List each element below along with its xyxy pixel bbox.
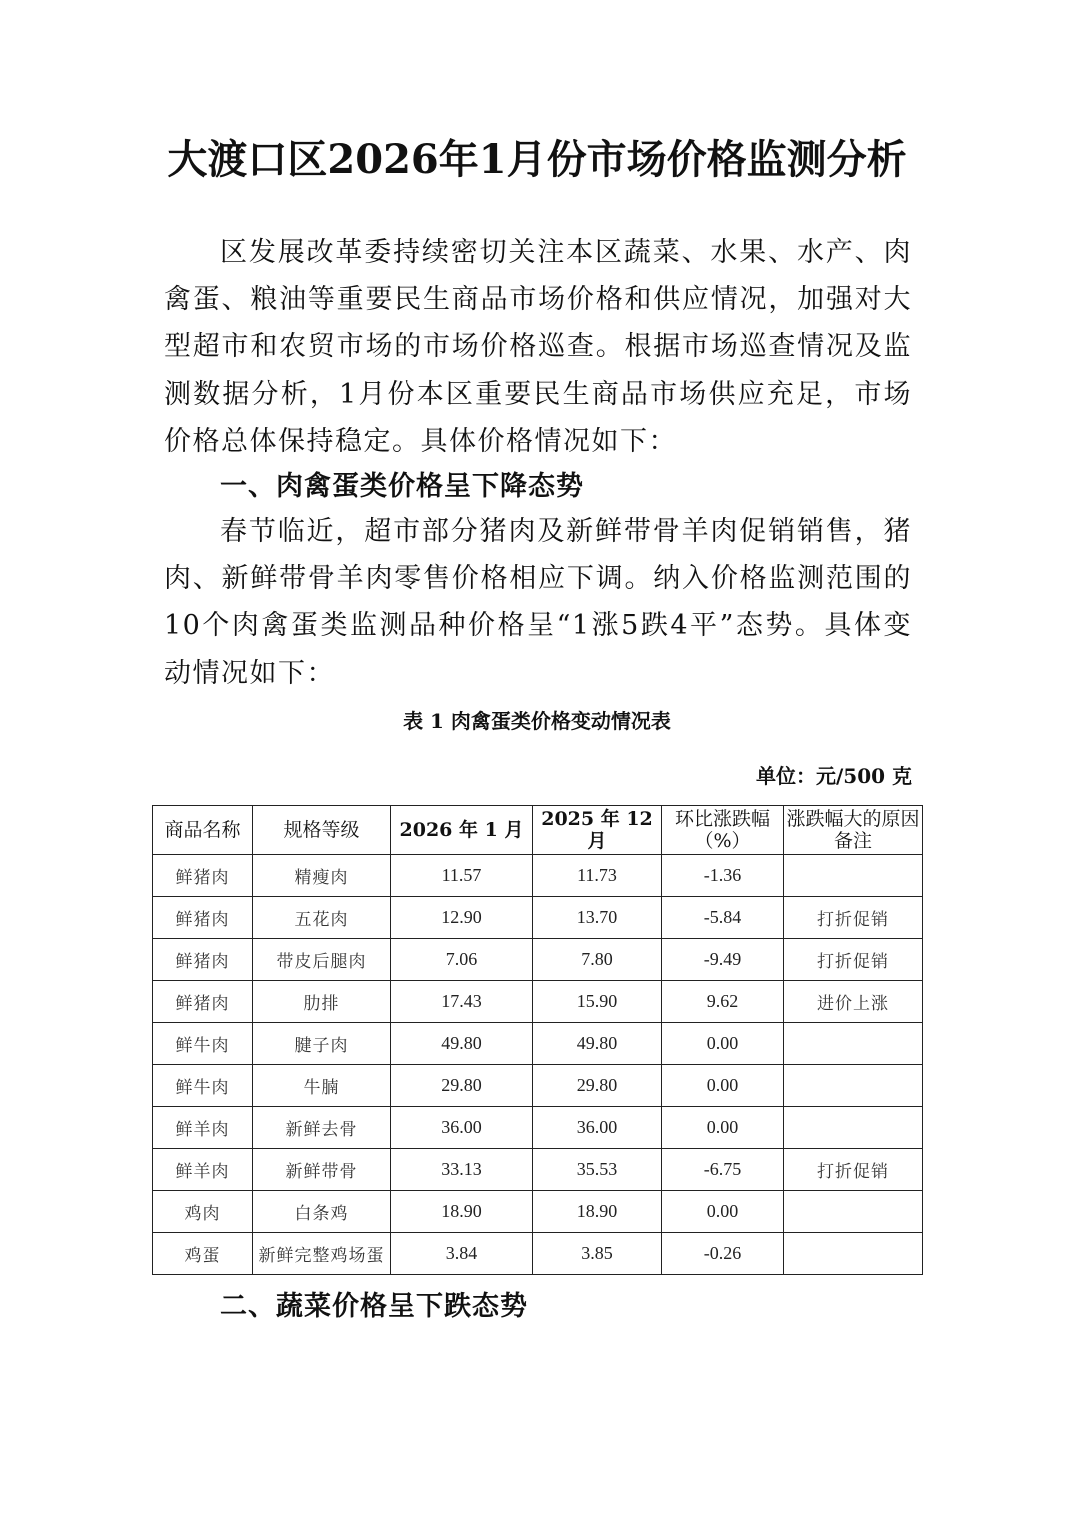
table-row [153, 1023, 923, 1065]
cell-jan-2026: 36.00 [391, 1107, 533, 1149]
cell-jan-2026: 33.13 [391, 1149, 533, 1191]
cell-product-name: 鲜猪肉 [153, 855, 253, 897]
cell-product-name: 鲜猪肉 [153, 897, 253, 939]
cell-reason-note [784, 1191, 923, 1233]
cell-dec-2025: 7.80 [533, 939, 662, 981]
document-title: 大渡口区2026年1月份市场价格监测分析 [167, 136, 907, 183]
cell-mom-change: 9.62 [662, 981, 784, 1023]
cell-mom-change: -1.36 [662, 855, 784, 897]
table-row [153, 1149, 923, 1191]
cell-mom-change: -0.26 [662, 1233, 784, 1275]
cell-jan-2026: 12.90 [391, 897, 533, 939]
table-row [153, 1191, 923, 1233]
table-row [153, 981, 923, 1023]
section-heading-meat-poultry-eggs: 一、肉禽蛋类价格呈下降态势 [220, 471, 584, 502]
cell-jan-2026: 17.43 [391, 981, 533, 1023]
cell-jan-2026: 49.80 [391, 1023, 533, 1065]
header-jan-2026: 2026 年 1 月 [391, 806, 533, 855]
table-row [153, 897, 923, 939]
cell-reason-note [784, 855, 923, 897]
cell-mom-change: 0.00 [662, 1023, 784, 1065]
cell-spec-grade: 新鲜带骨 [253, 1149, 391, 1191]
cell-dec-2025: 36.00 [533, 1107, 662, 1149]
header-dec-2025: 2025 年 12 月 [533, 806, 662, 855]
cell-spec-grade: 肋排 [253, 981, 391, 1023]
cell-mom-change: 0.00 [662, 1065, 784, 1107]
header-spec-grade: 规格等级 [253, 806, 391, 855]
cell-jan-2026: 7.06 [391, 939, 533, 981]
cell-product-name: 鲜羊肉 [153, 1149, 253, 1191]
cell-reason-note: 打折促销 [784, 1149, 923, 1191]
cell-dec-2025: 18.90 [533, 1191, 662, 1233]
cell-spec-grade: 白条鸡 [253, 1191, 391, 1233]
price-change-table [152, 805, 923, 1275]
cell-reason-note [784, 1065, 923, 1107]
cell-jan-2026: 29.80 [391, 1065, 533, 1107]
cell-dec-2025: 35.53 [533, 1149, 662, 1191]
cell-mom-change: -6.75 [662, 1149, 784, 1191]
cell-dec-2025: 3.85 [533, 1233, 662, 1275]
table-row [153, 1065, 923, 1107]
intro-paragraph: 区发展改革委持续密切关注本区蔬菜、水果、水产、肉禽蛋、粮油等重要民生商品市场价格和供应情况，加强对大型超市和农贸市场的市场价格巡查。根据市场巡查情况及监测数据分析，1月份本区重要民生商品市场供应充足，市场价格总体保持稳定。具体价格情况如下： [164, 237, 912, 457]
cell-mom-change: 0.00 [662, 1191, 784, 1233]
cell-dec-2025: 15.90 [533, 981, 662, 1023]
cell-spec-grade: 精瘦肉 [253, 855, 391, 897]
cell-dec-2025: 11.73 [533, 855, 662, 897]
header-reason-note: 涨跌幅大的原因备注 [784, 806, 923, 855]
cell-product-name: 鲜猪肉 [153, 981, 253, 1023]
cell-dec-2025: 29.80 [533, 1065, 662, 1107]
cell-spec-grade: 带皮后腿肉 [253, 939, 391, 981]
table-row [153, 1233, 923, 1275]
cell-reason-note [784, 1107, 923, 1149]
table-caption: 表 1 肉禽蛋类价格变动情况表 [403, 709, 671, 733]
cell-spec-grade: 牛腩 [253, 1065, 391, 1107]
cell-spec-grade: 五花肉 [253, 897, 391, 939]
cell-spec-grade: 新鲜去骨 [253, 1107, 391, 1149]
header-mom-change: 环比涨跌幅（%） [662, 806, 784, 855]
section-body-meat-poultry-eggs: 春节临近，超市部分猪肉及新鲜带骨羊肉促销销售，猪肉、新鲜带骨羊肉零售价格相应下调。纳入价格监测范围的10个肉禽蛋类监测品种价格呈“1涨5跌4平”态势。具体变动情况如下： [164, 516, 912, 689]
cell-mom-change: 0.00 [662, 1107, 784, 1149]
table-unit: 单位：元/500 克 [755, 764, 912, 788]
section-heading-vegetables: 二、蔬菜价格呈下跌态势 [220, 1291, 528, 1322]
cell-mom-change: -5.84 [662, 897, 784, 939]
cell-product-name: 鸡肉 [153, 1191, 253, 1233]
table-header-row [153, 806, 923, 855]
cell-dec-2025: 49.80 [533, 1023, 662, 1065]
cell-product-name: 鲜牛肉 [153, 1023, 253, 1065]
cell-reason-note [784, 1233, 923, 1275]
cell-dec-2025: 13.70 [533, 897, 662, 939]
cell-jan-2026: 18.90 [391, 1191, 533, 1233]
table-row [153, 939, 923, 981]
cell-mom-change: -9.49 [662, 939, 784, 981]
cell-product-name: 鲜牛肉 [153, 1065, 253, 1107]
cell-product-name: 鸡蛋 [153, 1233, 253, 1275]
cell-reason-note: 打折促销 [784, 897, 923, 939]
table-body [153, 855, 923, 1275]
cell-spec-grade: 腱子肉 [253, 1023, 391, 1065]
cell-jan-2026: 3.84 [391, 1233, 533, 1275]
cell-product-name: 鲜羊肉 [153, 1107, 253, 1149]
cell-jan-2026: 11.57 [391, 855, 533, 897]
cell-spec-grade: 新鲜完整鸡场蛋 [253, 1233, 391, 1275]
table-row [153, 1107, 923, 1149]
cell-reason-note: 打折促销 [784, 939, 923, 981]
cell-reason-note [784, 1023, 923, 1065]
cell-product-name: 鲜猪肉 [153, 939, 253, 981]
table-row [153, 855, 923, 897]
header-product-name: 商品名称 [153, 806, 253, 855]
cell-reason-note: 进价上涨 [784, 981, 923, 1023]
